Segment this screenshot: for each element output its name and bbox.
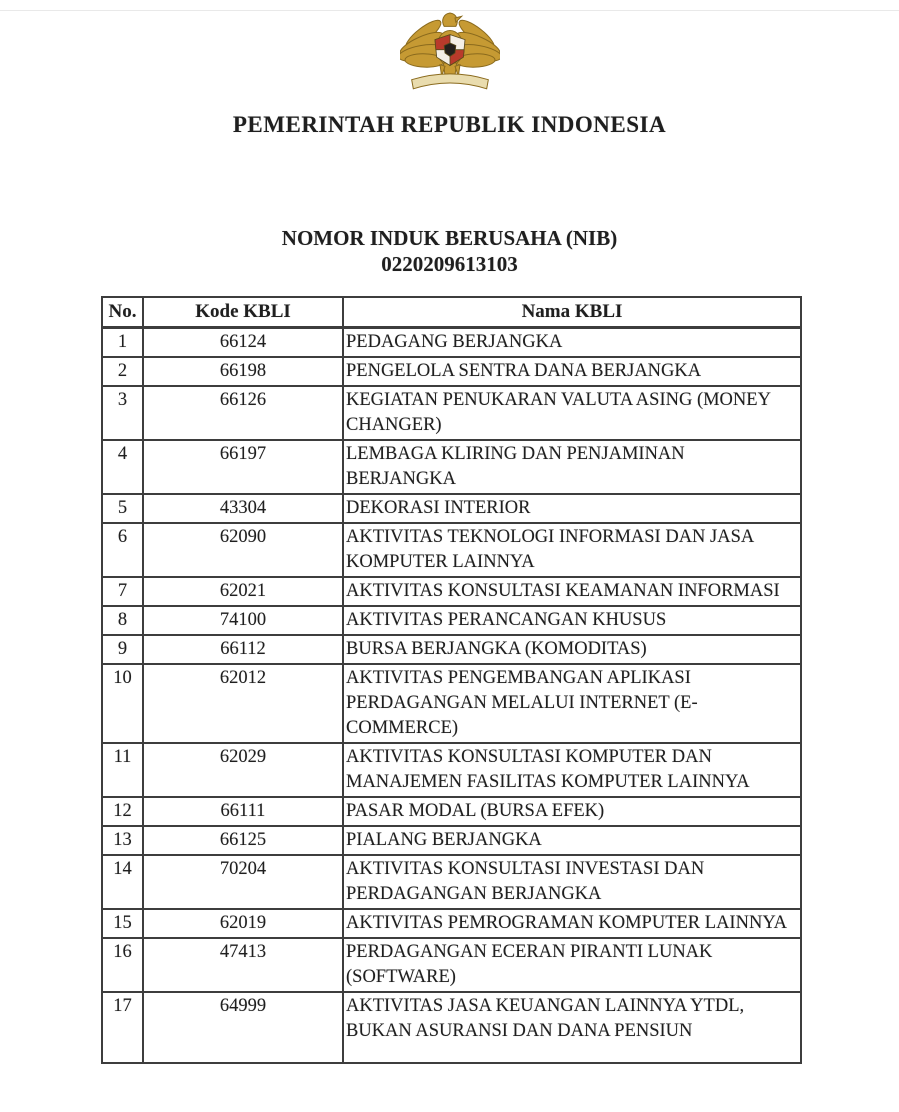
- cell-no: 17: [102, 992, 143, 1063]
- table-row: [102, 826, 801, 855]
- cell-kode: 70204: [143, 855, 343, 909]
- cell-nama: KEGIATAN PENUKARAN VALUTA ASING (MONEY CHANGER): [343, 386, 801, 440]
- government-title: PEMERINTAH REPUBLIK INDONESIA: [232, 112, 667, 137]
- cell-nama: AKTIVITAS JASA KEUANGAN LAINNYA YTDL, BUKAN ASURANSI DAN DANA PENSIUN: [343, 992, 801, 1063]
- nib-number: 0220209613103: [381, 252, 518, 276]
- cell-nama: PENGELOLA SENTRA DANA BERJANGKA: [343, 357, 801, 386]
- nib-heading-block: [0, 225, 899, 277]
- table-row: [102, 635, 801, 664]
- cell-no: 13: [102, 826, 143, 855]
- table-row: [102, 606, 801, 635]
- cell-kode: 62019: [143, 909, 343, 938]
- cell-no: 1: [102, 328, 143, 358]
- table-row: [102, 386, 801, 440]
- kbli-table: [101, 296, 802, 1064]
- cell-nama: AKTIVITAS PENGEMBANGAN APLIKASI PERDAGANGAN MELALUI INTERNET (E-COMMERCE): [343, 664, 801, 743]
- cell-kode: 62029: [143, 743, 343, 797]
- cell-nama: AKTIVITAS TEKNOLOGI INFORMASI DAN JASA KOMPUTER LAINNYA: [343, 523, 801, 577]
- cell-kode: 66198: [143, 357, 343, 386]
- cell-no: 2: [102, 357, 143, 386]
- cell-nama: AKTIVITAS KONSULTASI KEAMANAN INFORMASI: [343, 577, 801, 606]
- cell-nama: LEMBAGA KLIRING DAN PENJAMINAN BERJANGKA: [343, 440, 801, 494]
- kbli-table-body: [102, 328, 801, 1064]
- cell-kode: 43304: [143, 494, 343, 523]
- cell-nama: AKTIVITAS PEMROGRAMAN KOMPUTER LAINNYA: [343, 909, 801, 938]
- cell-no: 15: [102, 909, 143, 938]
- table-row: [102, 743, 801, 797]
- table-row: [102, 909, 801, 938]
- garuda-pancasila-emblem: [0, 4, 899, 107]
- cell-no: 11: [102, 743, 143, 797]
- cell-no: 3: [102, 386, 143, 440]
- cell-no: 8: [102, 606, 143, 635]
- cell-nama: AKTIVITAS PERANCANGAN KHUSUS: [343, 606, 801, 635]
- table-row: [102, 494, 801, 523]
- col-header-no: No.: [102, 297, 143, 328]
- cell-no: 9: [102, 635, 143, 664]
- cell-no: 14: [102, 855, 143, 909]
- nib-title: NOMOR INDUK BERUSAHA (NIB): [281, 226, 618, 250]
- cell-kode: 62090: [143, 523, 343, 577]
- cell-kode: 62021: [143, 577, 343, 606]
- cell-kode: 64999: [143, 992, 343, 1063]
- cell-kode: 66197: [143, 440, 343, 494]
- cell-kode: 66112: [143, 635, 343, 664]
- table-row: [102, 357, 801, 386]
- cell-nama: DEKORASI INTERIOR: [343, 494, 801, 523]
- cell-kode: 47413: [143, 938, 343, 992]
- cell-kode: 66124: [143, 328, 343, 358]
- cell-no: 16: [102, 938, 143, 992]
- table-row: [102, 328, 801, 358]
- col-header-kode: Kode KBLI: [143, 297, 343, 328]
- cell-kode: 74100: [143, 606, 343, 635]
- cell-no: 12: [102, 797, 143, 826]
- cell-kode: 62012: [143, 664, 343, 743]
- table-header-row: [102, 297, 801, 328]
- cell-no: 6: [102, 523, 143, 577]
- cell-kode: 66126: [143, 386, 343, 440]
- table-row: [102, 577, 801, 606]
- cell-nama: PEDAGANG BERJANGKA: [343, 328, 801, 358]
- cell-kode: 66125: [143, 826, 343, 855]
- garuda-pancasila-icon: [400, 4, 500, 102]
- table-row: [102, 440, 801, 494]
- cell-no: 10: [102, 664, 143, 743]
- cell-nama: BURSA BERJANGKA (KOMODITAS): [343, 635, 801, 664]
- cell-nama: PIALANG BERJANGKA: [343, 826, 801, 855]
- cell-no: 7: [102, 577, 143, 606]
- table-row: [102, 855, 801, 909]
- table-row: [102, 523, 801, 577]
- cell-nama: PASAR MODAL (BURSA EFEK): [343, 797, 801, 826]
- cell-kode: 66111: [143, 797, 343, 826]
- cell-no: 5: [102, 494, 143, 523]
- table-row: [102, 992, 801, 1063]
- table-row: [102, 664, 801, 743]
- table-row: [102, 797, 801, 826]
- cell-nama: PERDAGANGAN ECERAN PIRANTI LUNAK (SOFTWARE): [343, 938, 801, 992]
- cell-nama: AKTIVITAS KONSULTASI INVESTASI DAN PERDAGANGAN BERJANGKA: [343, 855, 801, 909]
- table-row: [102, 938, 801, 992]
- cell-nama: AKTIVITAS KONSULTASI KOMPUTER DAN MANAJEMEN FASILITAS KOMPUTER LAINNYA: [343, 743, 801, 797]
- cell-no: 4: [102, 440, 143, 494]
- col-header-nama: Nama KBLI: [343, 297, 801, 328]
